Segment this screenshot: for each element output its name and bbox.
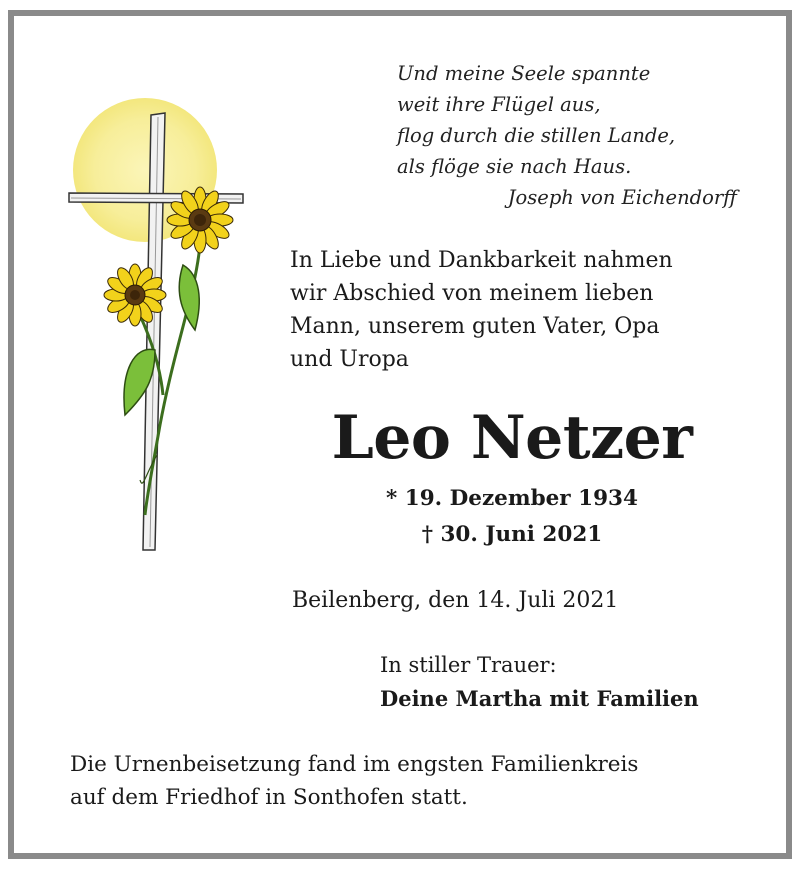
intro-text	[290, 244, 770, 376]
mourners-intro: In stiller Trauer:	[380, 653, 557, 677]
intro-line: In Liebe und Dankbarkeit nahmen	[290, 248, 673, 273]
poem-line: weit ihre Flügel aus,	[397, 93, 601, 116]
mourners-names: Deine Martha mit Familien	[380, 686, 699, 711]
poem-quote	[397, 58, 737, 213]
cross-sunflower-illustration	[55, 95, 265, 560]
intro-line: Mann, unserem guten Vater, Opa	[290, 314, 660, 339]
death-date: † 30. Juni 2021	[421, 522, 603, 547]
intro-line: wir Abschied von meinem lieben	[290, 281, 654, 306]
mourners-block	[380, 648, 699, 716]
poem-line: als flöge sie nach Haus.	[397, 155, 632, 178]
poem-author: Joseph von Eichendorff	[507, 186, 737, 209]
poem-line: Und meine Seele spannte	[397, 62, 651, 85]
poem-line: flog durch die stillen Lande,	[397, 124, 676, 147]
life-dates	[292, 481, 732, 553]
birth-date: * 19. Dezember 1934	[386, 486, 638, 511]
burial-line: auf dem Friedhof in Sonthofen statt.	[70, 785, 468, 810]
deceased-name: Leo Netzer	[331, 403, 693, 473]
burial-note	[70, 748, 770, 814]
burial-line: Die Urnenbeisetzung fand im engsten Familienkreis	[70, 752, 639, 777]
intro-line: und Uropa	[290, 347, 409, 372]
place-date: Beilenberg, den 14. Juli 2021	[292, 588, 619, 613]
